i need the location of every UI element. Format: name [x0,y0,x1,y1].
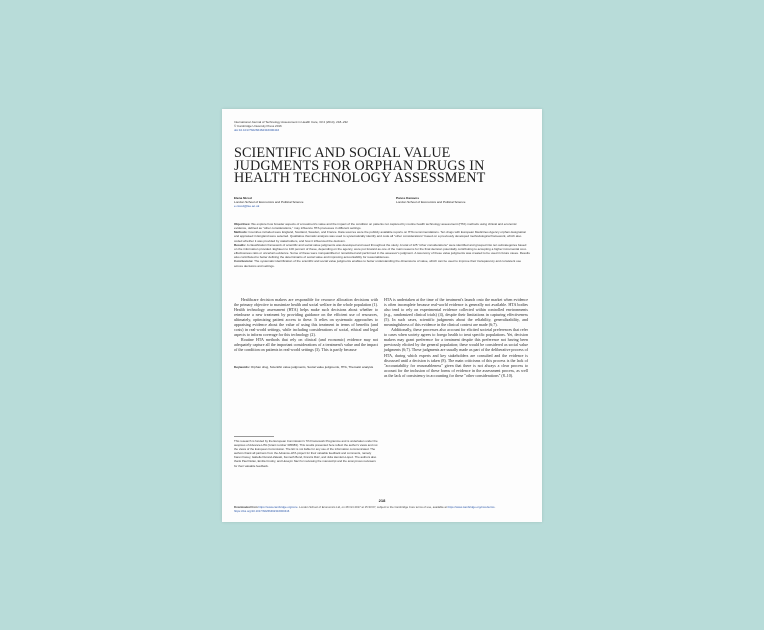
journal-header [234,120,348,132]
abstract [234,222,530,268]
abstract-conclusions: The systematic identification of the scientific and social value judgments enables to better understanding the dimensions of value, which can be used to improve their transparency and consistent use across decisions and settings. [234,259,522,268]
keywords-label: Keywords: [234,365,250,369]
author-name: Elena Nicod [234,196,252,200]
author-2 [396,196,465,204]
funding-footnote: This research is funded by the European Commission's 7th Framework Programme and is undertaken under the auspices of Advance-HTA (Grant number 305983). This results presented here reflect the author's views and not the views of the European Commission. The EC is not liable for any use of the information communicated. The authors thank all partners from the Advance-HTA project for their valuable feedback and comments, namely Karen Facey, Isabelle Durand-Zaleski, Kenneth Bond, Francis Ruiz, and Julia Hemlein-López. The authors also thank Paul Dolan, Emilia Crosby, and Huseyin Naci for reviewing the manuscript and the anonymous reviewers for their valuable feedback. [234,439,378,468]
author-email-link[interactable]: e.nicod@lse.ac.uk [234,204,260,208]
author-affiliation: London School of Economics and Political Science [234,200,304,204]
terms-link[interactable]: https://www.cambridge.org/core/terms [447,505,495,509]
body-paragraph: Routine HTA methods that rely on clinical (and economic) evidence may not adequately capture all the important considerations of a treatment's value and the impact of the condition on patients in real-world settings (3). This is partly because [234,337,378,353]
download-middle: . London School of Economics Ltd, on 28 Oct 2017 at 15:33:07, subject to the Cambridge Core terms of use, available at [297,505,447,509]
download-prefix: Downloaded from [234,505,258,509]
keywords-text: Orphan drug, Scientific value judgments, Social value judgments, HTA, Thematic analysis [250,365,374,369]
download-notice: Downloaded from https://www.cambridge.org/core. London School of Economics Ltd, on 28 Oct 2017 at 15:33:07, subject to the Cambridge Core terms of use, available at https://www.cambridge.org/core/terms. https://doi.org/10.1017/S0266462316000416 [234,505,496,513]
doi-link[interactable]: doi:10.1017/S0266462316000416 [234,128,280,132]
journal-citation: International Journal of Technology Assessment in Health Care, 33:4 (2014), 218–232 [234,120,348,124]
body-column-right [384,297,528,378]
author-name: Panos Kanavos [396,196,420,200]
copyright-line: © Cambridge University Press 2016 [234,124,282,128]
article-doi-link[interactable]: https://doi.org/10.1017/S0266462316000416 [234,508,290,513]
body-column-left [234,297,378,353]
abstract-methods: Countries included were England, Scotland, Sweden, and France. Data sources were the publicly available reports on HTA recommendations. Ten drugs with European Medicines Agency orphan designation and appraised in England were selected. Qualitative thematic analysis was used to systematically identify and code all "other considerations" based on a previously developed methodological framework, which also coded whether it was provided by stakeholders, and how it influenced the decision. [234,230,527,243]
abstract-conclusions-label: Conclusions: [234,259,254,264]
abstract-objectives-label: Objectives: [234,222,251,226]
author-affiliation: London School of Economics and Political Science [396,200,466,204]
cambridge-core-link[interactable]: https://www.cambridge.org/core [258,505,298,509]
article-title: SCIENTIFIC AND SOCIAL VALUE JUDGMENTS FOR ORPHAN DRUGS IN HEALTH TECHNOLOGY ASSESSMENT [234,145,486,187]
paper-page [222,109,542,522]
footnote-divider [234,436,274,437]
page-number: 218 [378,498,386,503]
body-paragraph: HTA is undertaken at the time of the treatment's launch onto the market when evidence is often incomplete because real-world evidence is generally not available. HTA bodies also tend to rely on experimental evidence collected within controlled environments (e.g., randomized clinical trials) (4), despite their limitations in capturing effectiveness (5). In such cases, scientific judgments about the reliability, generalizability, and meaningfulness of this evidence in the clinical context are made (6;7). [384,297,528,328]
abstract-methods-label: Methods: [234,230,248,235]
body-paragraph: Healthcare decision makers are responsible for resource allocation decisions with the primary objective to maximize health and social welfare in the whole population (1). Health technology assessment (HTA) helps make such decisions about whether to reimburse a new treatment by providing guidance on the efficient use of resources, ultimately, optimizing patient access to these. It relies on systematic approaches to appraising evidence about the value of using this treatment in terms of benefits (and costs) in real-world settings, while including considerations of social, ethical and legal aspects to inform coverage for this technology (2). [234,297,378,338]
abstract-results: A classification framework of scientific and social value judgments was developed and used throughout the study. A total of 125 "other considerations" were identified and grouped into ten subcategories based on the information provided. Eighteen to 100 percent of these, depending on the agency, were put forward as one of the main reasons for the final decision potentially contributing to accepting a higher incremental cost-effectiveness ratio or uncertain evidence. Some of these were nonquantified or nonelicited and performed in the assessor's judgment. A taxonomy of these value judgments was created to be used in future cases. Results also contributed to better defining the determinants of social value and improving accountability for reasonableness. [234,242,530,260]
abstract-results-label: Results: [234,242,247,247]
author-1 [234,196,303,208]
abstract-objectives: We explore how broader aspects of a treatment's value and the impact of the condition on patients not captured by routine health technology assessment (HTA) methods using clinical and economic evidence, defined as "other considerations," may influence HTA processes in different settings. [234,222,517,231]
body-paragraph: Additionally, these processes also account for elicited societal preferences that refer to cases when society agrees to forego health to treat specific populations. Yet, decision makers may grant preference for a treatment despite this preference not having been previously elicited by the general population; these would be considered as social value judgments (6;7). These judgments are usually made as part of the deliberative process of HTA, during which experts and key stakeholders are consulted and the evidence is discussed until a decision is taken (8). The main criticisms of this process is the lack of "accountability for reasonableness" given that there is not always a clear process to account for the inclusion of these forms of evidence in the assessment process, as well as the lack of consistency in accounting for these "other considerations" (8–10). [384,327,528,378]
